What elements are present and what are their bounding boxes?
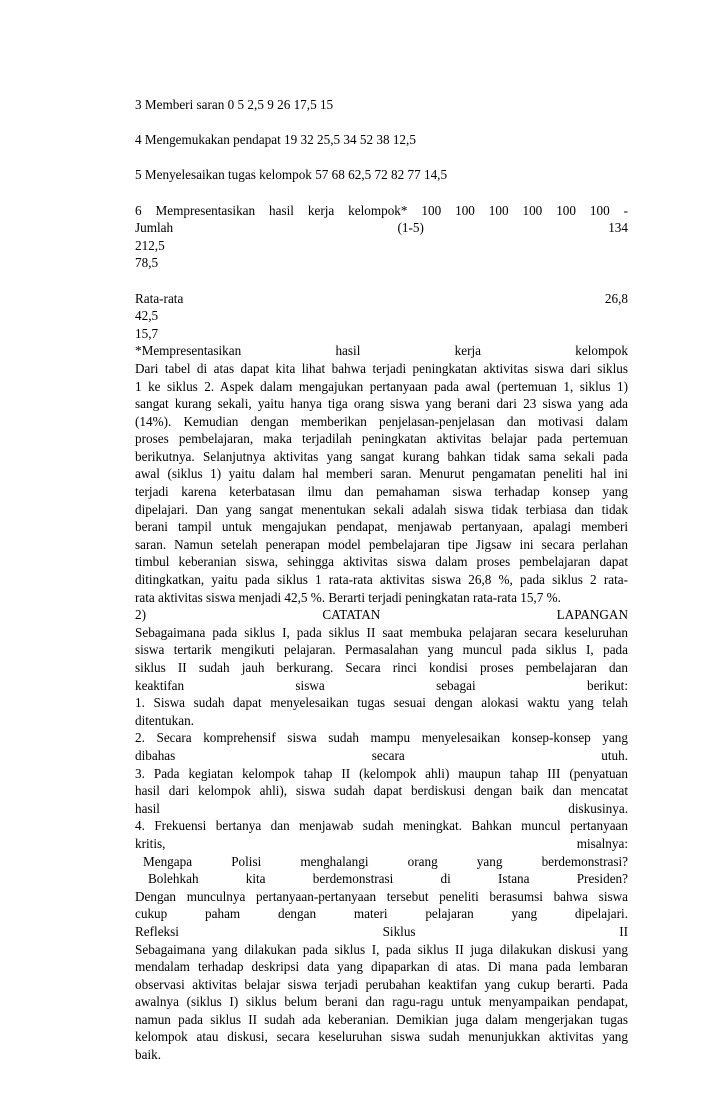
jumlah-value: 212,5 <box>135 237 165 253</box>
rata-value: 42,5 <box>135 308 159 324</box>
jumlah-value: 78,5 <box>135 255 159 271</box>
jumlah-label: Jumlah <box>135 220 174 236</box>
heading-word: Refleksi <box>135 923 179 939</box>
paragraph-1 <box>135 360 628 606</box>
heading-word: II <box>619 923 628 939</box>
section-heading-refleksi <box>135 923 628 941</box>
text-line: baik. <box>135 1047 162 1063</box>
text-line: kritis, misalnya: <box>135 835 628 851</box>
paragraph-4 <box>135 941 628 1064</box>
question-item: Bolehkah kita berdemonstrasi di Istana Presiden? <box>148 871 628 887</box>
paragraph-2 <box>135 624 628 694</box>
text-line: hasil diskusinya. <box>135 800 628 816</box>
document-body <box>135 96 628 1064</box>
text-line: Sebagaimana yang dilakukan pada siklus I, pada siklus II juga dilakukan diskusi yang <box>135 941 628 957</box>
footnote: *Mempresentasikan hasil kerja kelompok <box>135 343 628 359</box>
table-row: 4 Mengemukakan pendapat 19 32 25,5 34 52 38 12,5 <box>135 132 416 148</box>
rata-value: 15,7 <box>135 325 159 341</box>
table-row: 5 Menyelesaikan tugas kelompok 57 68 62,5 72 82 77 14,5 <box>135 167 448 183</box>
text-line: kelompok atau diskusi, secara keseluruhan siswa sudah menunjukkan aktivitas yang <box>135 1029 628 1045</box>
jumlah-row <box>135 219 628 237</box>
text-line: 1 ke siklus 2. Aspek dalam mengajukan pertanyaan pada awal (pertemuan 1, siklus 1) <box>135 378 628 394</box>
jumlah-value: 134 <box>608 220 628 236</box>
jumlah-range: (1-5) <box>397 220 424 236</box>
question-list <box>135 853 628 888</box>
heading-number: 2) <box>135 607 146 623</box>
text-line: hasil dari kelompok ahli), siswa sudah dapat berdiskusi dengan baik dan mencatat <box>135 783 628 799</box>
text-line: 1. Siswa sudah dapat menyelesaikan tugas sesuai dengan alokasi waktu yang telah <box>135 695 628 711</box>
rata-row <box>135 290 628 308</box>
text-line: (14%). Kemudian dengan memberikan penjelasan-penjelasan dan motivasi dalam <box>135 413 628 429</box>
list-item <box>135 765 628 818</box>
text-line: Dari tabel di atas dapat kita lihat bahwa terjadi peningkatan aktivitas siswa dari siklus <box>135 360 628 376</box>
text-line: berani tampil untuk mengajukan pendapat, menjawab pertanyaan, apalagi memberi <box>135 519 628 535</box>
text-line: rata aktivitas siswa menjadi 42,5 %. Berarti terjadi peningkatan rata-rata 15,7 %. <box>135 589 561 605</box>
text-line: berikutnya. Selanjutnya aktivitas yang sangat kurang bahkan tidak sama sekali pada <box>135 448 628 464</box>
text-line: mendalam terhadap deskripsi data yang dipaparkan di atas. Di mana pada lembaran <box>135 959 628 975</box>
list-item <box>135 817 628 852</box>
rata-label: Rata-rata <box>135 290 184 306</box>
text-line: sangat kurang sekali, yaitu hanya tiga orang siswa yang berani dari 23 siswa yang ada <box>135 396 628 412</box>
text-line: keaktifan siswa sebagai berikut: <box>135 677 628 693</box>
text-line: Dengan munculnya pertanyaan-pertanyaan tersebut peneliti berasumsi bahwa siswa <box>135 888 628 904</box>
text-line: proses pembelajaran, maka terjadilah peningkatan aktivitas belajar pada pertemuan <box>135 431 628 447</box>
section-heading-catatan <box>135 606 628 624</box>
text-line: terjadi karena keterbatasan ilmu dan pemahaman siswa terhadap konsep yang <box>135 484 628 500</box>
observation-list <box>135 694 628 852</box>
text-line: dibahas secara utuh. <box>135 747 628 763</box>
table-row: 3 Memberi saran 0 5 2,5 9 26 17,5 15 <box>135 97 334 112</box>
text-line: ditentukan. <box>135 712 194 728</box>
heading-word: Siklus <box>382 923 416 939</box>
text-line: cukup paham dengan materi pelajaran yang dipelajari. <box>135 906 628 922</box>
paragraph-3 <box>135 888 628 923</box>
list-item <box>135 729 628 764</box>
text-line: observasi aktivitas belajar siswa terjadi perubahan keaktifan yang cukup berarti. Pada <box>135 976 628 992</box>
text-line: timbul keberanian siswa, sehingga aktivitas siswa dalam proses pembelajaran dapat <box>135 554 628 570</box>
heading-word: LAPANGAN <box>556 607 628 623</box>
text-line: 2. Secara komprehensif siswa sudah mampu menyelesaikan konsep-konsep yang <box>135 730 628 746</box>
table-row: 6 Mempresentasikan hasil kerja kelompok* 100 100 100 100 100 100 - <box>135 202 628 218</box>
text-line: siklus II sudah jauh berkurang. Secara rinci kondisi proses pembelajaran dan <box>135 660 628 675</box>
list-item <box>135 694 628 729</box>
rata-value: 26,8 <box>604 290 628 306</box>
text-line: saran. Namun setelah penerapan model pembelajaran tipe Jigsaw ini secara perlahan <box>135 536 628 552</box>
text-line: 4. Frekuensi bertanya dan menjawab sudah meningkat. Bahkan muncul pertanyaan <box>135 818 628 834</box>
text-line: siswa tertarik mengikuti pelajaran. Permasalahan yang muncul pada siklus I, pada <box>135 642 628 658</box>
text-line: Sebagaimana pada siklus I, pada siklus II saat membuka pelajaran secara keseluruhan <box>135 624 628 640</box>
text-line: awal (siklus 1) yaitu dalam hal memberi saran. Menurut pengamatan peneliti hal ini <box>135 466 628 482</box>
text-line: namun pada siklus II sudah ada keberanian. Demikian juga dalam mengerjakan tugas <box>135 1011 628 1027</box>
text-line: awalnya (siklus I) siklus belum berani dan ragu-ragu untuk menyampaikan pendapat, <box>135 994 628 1010</box>
text-line: ditingkatkan, yaitu pada siklus 1 rata-rata aktivitas siswa 26,8 %, pada siklus 2 rata- <box>135 572 628 588</box>
text-line: 3. Pada kegiatan kelompok tahap II (kelompok ahli) maupun tahap III (penyatuan <box>135 765 628 781</box>
text-line: dipelajari. Dan yang sangat menentukan sekali adalah siswa tidak terbiasa dan tidak <box>135 501 628 517</box>
question-item: Mengapa Polisi menghalangi orang yang berdemonstrasi? <box>143 853 628 869</box>
heading-word: CATATAN <box>322 607 381 623</box>
